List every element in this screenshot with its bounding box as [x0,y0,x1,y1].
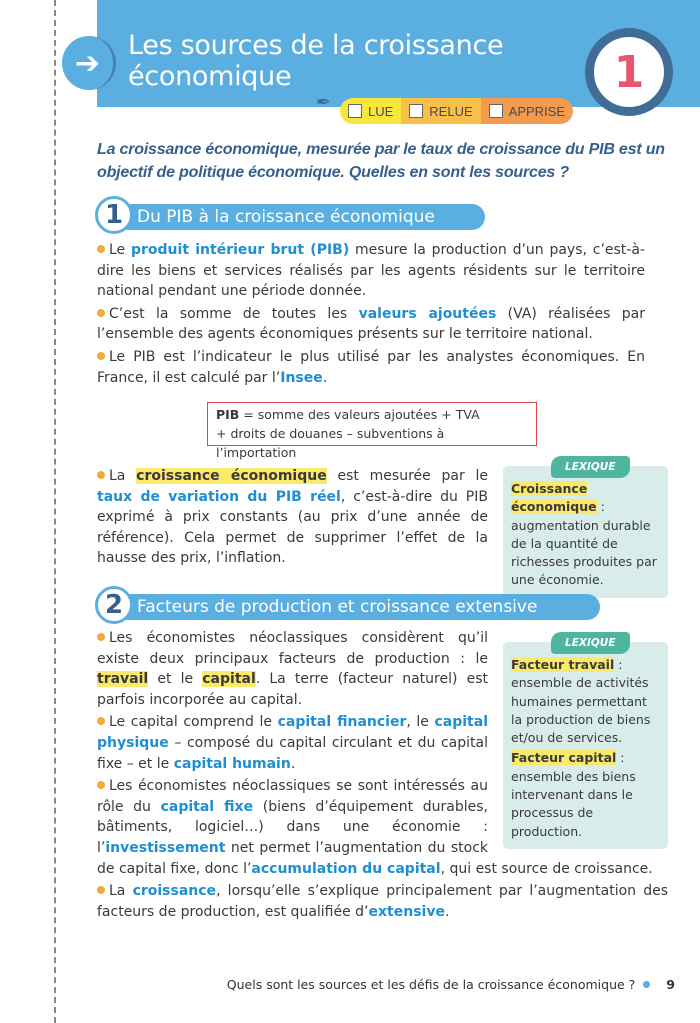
section1-body [97,240,645,390]
section-number: 1 [95,196,133,234]
text: , qui est source de croissance. [440,860,653,877]
formula-line2: + droits de douanes – subventions à l’importation [216,426,445,460]
paragraph [97,240,645,302]
text: (VA) réalisées par l’ensemble des agents économiques présents sur le territoire national. [97,305,645,343]
lexique-tag: LEXIQUE [551,632,630,654]
text: mesure la production d’un pays, c’est-à-dire les biens et services réalisés par les agents résidents sur le territoire national pendant une période donnée. [97,242,645,300]
key-term: accumulation du capital [251,860,441,877]
text: et le [148,671,203,688]
highlighted-term: croissance économique [136,468,327,484]
checkbox[interactable] [348,104,362,118]
bullet-icon [97,886,105,894]
checkbox[interactable] [489,104,503,118]
bullet-icon [97,781,105,789]
bullet-icon [97,352,105,360]
lexique-definition: ensemble des biens intervenant dans le processus de production. [511,768,636,839]
text: , lorsqu’elle s’explique principalement par l’augmentation des facteurs de production, est qualifiée d’ [97,883,668,920]
bullet-icon [97,633,105,641]
formula-line1: = somme des valeurs ajoutées + TVA [239,407,480,422]
lexique-box [503,461,668,598]
lexique-box [503,637,668,849]
text: Le capital comprend le [109,714,278,731]
key-term: capital fixe [160,798,254,815]
check-relue[interactable] [401,98,480,124]
key-term: investissement [105,839,226,856]
text: . [322,369,328,386]
bullet-icon [97,245,105,253]
lexique-entry: Facteur capital : ensemble des biens intervenant dans le processus de production. [511,750,636,839]
check-apprise[interactable] [481,98,573,124]
page-title [128,30,503,92]
text: . [444,903,450,920]
key-term: valeurs ajoutées [358,305,497,322]
key-term: capital physique [97,714,488,751]
key-term: capital financier [277,714,407,731]
page-footer [227,977,675,992]
key-term: croissance [132,883,217,900]
page-number: 9 [666,977,675,992]
check-label: APPRISE [508,103,566,119]
pen-icon: ✒ [316,92,332,113]
text: C’est la somme de toutes les [109,305,359,322]
text: La [109,468,137,484]
text: (biens d’équipement durables, bâtiments, logiciel…) dans une économie : l’ [97,798,488,856]
bullet-icon [97,309,105,317]
text: Le PIB est l’indicateur le plus utilisé par les analystes économiques. En France, il est calculé par l’ [97,348,645,386]
text: Les économistes néoclassiques considèrent qu’il existe deux principaux facteurs de production : le [97,630,488,667]
key-term: extensive [368,903,445,920]
chapter-number-bubble [585,28,673,116]
lexique-definition: augmentation durable de la quantité de richesses produites par une économie. [511,517,657,588]
bullet-icon [97,471,105,479]
lexique-term: Facteur capital [511,750,617,766]
check-label: LUE [368,103,394,119]
checkbox[interactable] [409,104,423,118]
lexique-definition: ensemble de activités humaines permettant la production de biens et/ou de services. [511,675,651,746]
bullet-icon [643,981,650,988]
section1-body2 [97,461,668,598]
text: Les économistes néoclassiques se sont intéressés au rôle du [97,778,488,815]
text: net permet l’augmentation du stock de capital fixe, donc l’ [97,839,488,877]
title-line1: Les sources de la croissance [128,30,504,61]
bullet-icon [97,717,105,725]
cut-line [54,0,56,1023]
progress-checklist [340,98,573,124]
key-term: taux de variation du PIB réel [97,488,341,505]
key-term: Insee [280,369,323,386]
key-term: produit intérieur brut (PIB) [130,242,350,258]
section-title: Du PIB à la croissance économique [115,204,485,230]
paragraph [97,304,645,345]
formula-label: PIB [216,407,240,422]
paragraph [97,881,668,922]
text: est mesurée par le [326,468,488,484]
check-label: RELUE [429,103,473,119]
chapter-number: 1 [613,46,645,98]
text: – composé du capital circulant et du capital fixe – et le [97,734,488,772]
section-number: 2 [95,586,133,624]
intro-question: La croissance économique, mesurée par le taux de croissance du PIB est un objectif de politique économique. Quelles en sont les sources ? [97,141,665,181]
lexique-entry: Croissance économique : augmentation durable de la quantité de richesses produites par une économie. [511,481,657,588]
paragraph [97,347,645,388]
footer-text: Quels sont les sources et les défis de la croissance économique ? [226,977,636,992]
text: . La terre (facteur naturel) est parfois incorporée au capital. [97,671,488,708]
section-title: Facteurs de production et croissance extensive [115,594,600,620]
highlighted-term: travail [97,671,149,688]
text: La [109,883,133,900]
lexique-entry: Facteur travail : ensemble de activités humaines permettant la production de biens et/ou de services. [511,657,651,746]
lexique-tag: LEXIQUE [551,456,630,478]
lexique-term: Facteur travail [511,657,615,672]
text: . [290,755,296,772]
lexique-term: Croissance économique [511,481,597,515]
title-line2: économique [128,61,292,92]
text: Le [109,242,131,258]
section2-body [97,628,668,924]
key-term: capital humain [173,755,291,772]
highlighted-term: capital [202,671,256,688]
pib-formula-box [207,402,537,460]
text: , c’est-à-dire du PIB exprimé à prix constants (au prix d’une année de référence). Cela permet de supprimer l’effet de la hausse des prix, l’inflation. [97,488,488,567]
check-lue[interactable] [340,98,401,124]
text: , le [406,714,435,731]
arrow-right-icon: ➔ [62,36,116,90]
